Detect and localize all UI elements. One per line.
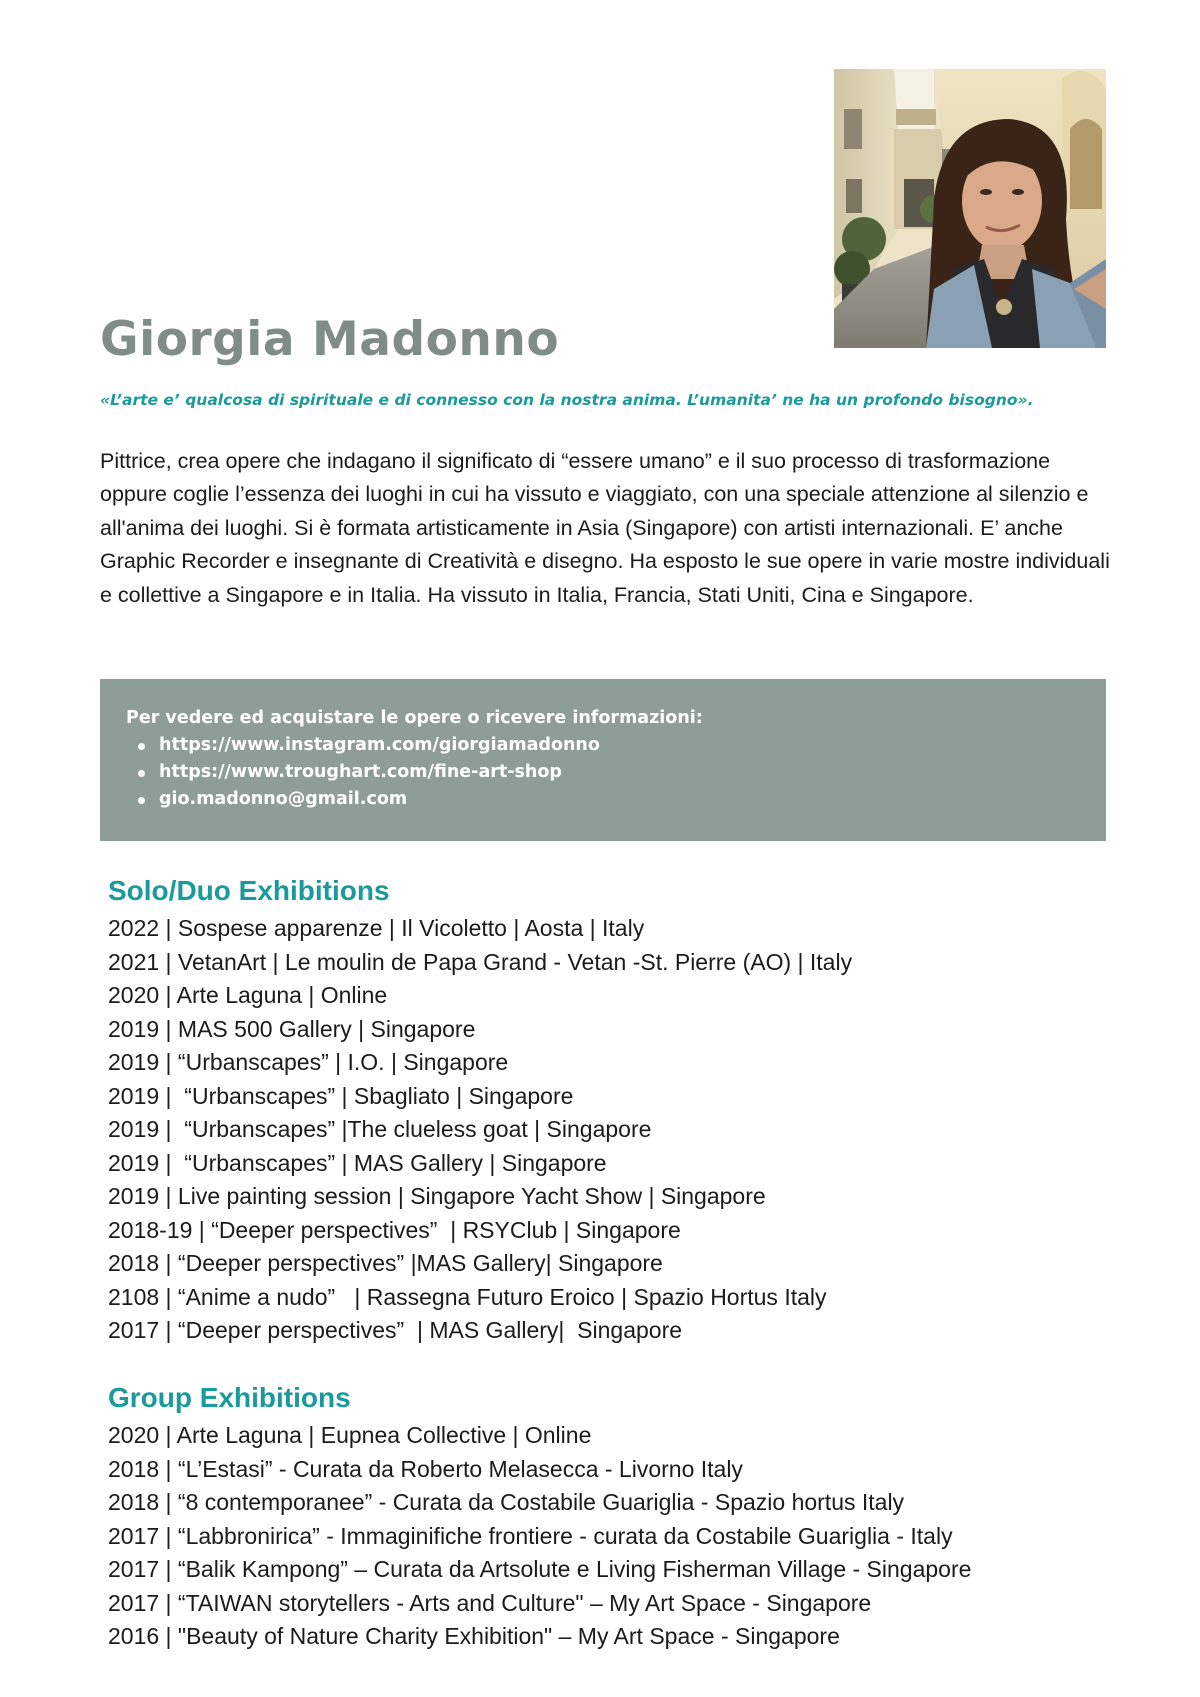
list-item: 2019 | “Urbanscapes” | Sbagliato | Singapore bbox=[108, 1082, 574, 1109]
artist-bio: Pittrice, crea opere che indagano il significato di “essere umano” e il suo processo di trasformazione oppure coglie l’essenza dei luoghi in cui ha vissuto e viaggiato, con una speciale attenzione al silenzio e all'anima dei luoghi. Si è formata artisticamente in Asia (Singapore) con artisti internazionali. E’ anche Graphic Recorder e insegnante di Creatività e disegno. Ha esposto le sue opere in varie mostre individuali e collettive a Singapore e in Italia. Ha vissuto in Italia, Francia, Stati Uniti, Cina e Singapore. bbox=[100, 449, 1110, 607]
list-item: 2020 | Arte Laguna | Eupnea Collective | Online bbox=[108, 1422, 592, 1448]
shop-link[interactable]: https://www.troughart.com/fine-art-shop bbox=[126, 759, 1106, 786]
solo-exhibitions-title: Solo/Duo Exhibitions bbox=[108, 875, 390, 906]
list-item: 2019 | “Urbanscapes” | MAS Gallery | Singapore bbox=[108, 1149, 607, 1176]
contact-list bbox=[126, 732, 1106, 813]
portrait-photo bbox=[834, 69, 1106, 348]
list-item: 2018-19 | “Deeper perspectives” | RSYClub | Singapore bbox=[108, 1216, 681, 1243]
list-item: 2017 | “Labbronirica” - Immaginifiche frontiere - curata da Costabile Guariglia - Italy bbox=[108, 1522, 953, 1549]
list-item: 2019 | “Urbanscapes” |The clueless goat | Singapore bbox=[108, 1116, 652, 1142]
list-item: 2019 | Live painting session | Singapore Yacht Show | Singapore bbox=[108, 1183, 766, 1209]
list-item: 2018 | “8 contemporanee” - Curata da Costabile Guariglia - Spazio hortus Italy bbox=[108, 1489, 905, 1515]
artist-name: Giorgia Madonno bbox=[100, 312, 560, 367]
list-item: 2019 | MAS 500 Gallery | Singapore bbox=[108, 1015, 476, 1042]
list-item: 2022 | Sospese apparenze | Il Vicoletto | Aosta | Italy bbox=[108, 915, 645, 941]
group-exhibitions-title: Group Exhibitions bbox=[108, 1382, 351, 1413]
group-exhibitions-list bbox=[108, 1419, 971, 1654]
artist-quote: «L’arte e’ qualcosa di spirituale e di connesso con la nostra anima. L’umanita’ ne ha un profondo bisogno». bbox=[100, 391, 1034, 409]
list-item: 2017 | “Deeper perspectives” | MAS Gallery| Singapore bbox=[108, 1317, 683, 1343]
list-item: 2018 | “L’Estasi” - Curata da Roberto Melasecca - Livorno Italy bbox=[108, 1455, 743, 1482]
list-item: 2021 | VetanArt | Le moulin de Papa Grand - Vetan -St. Pierre (AO) | Italy bbox=[108, 948, 853, 975]
list-item: 2018 | “Deeper perspectives” |MAS Gallery| Singapore bbox=[108, 1250, 663, 1276]
solo-exhibitions-list bbox=[108, 912, 852, 1348]
list-item: 2019 | “Urbanscapes” | I.O. | Singapore bbox=[108, 1049, 509, 1075]
list-item: 2017 | “Balik Kampong” – Curata da Artsolute e Living Fisherman Village - Singapore bbox=[108, 1556, 972, 1582]
instagram-link[interactable]: https://www.instagram.com/giorgiamadonno bbox=[126, 732, 1106, 759]
list-item: 2016 | "Beauty of Nature Charity Exhibition" – My Art Space - Singapore bbox=[108, 1623, 840, 1649]
list-item: 2108 | “Anime a nudo” | Rassegna Futuro Eroico | Spazio Hortus Italy bbox=[108, 1283, 827, 1310]
email-link[interactable]: gio.madonno@gmail.com bbox=[126, 786, 1106, 813]
contact-heading: Per vedere ed acquistare le opere o ricevere informazioni: bbox=[126, 708, 703, 728]
portrait-photo-icon bbox=[834, 69, 1106, 348]
contact-box bbox=[100, 679, 1106, 841]
list-item: 2017 | “TAIWAN storytellers - Arts and Culture" – My Art Space - Singapore bbox=[108, 1589, 872, 1616]
list-item: 2020 | Arte Laguna | Online bbox=[108, 982, 388, 1008]
